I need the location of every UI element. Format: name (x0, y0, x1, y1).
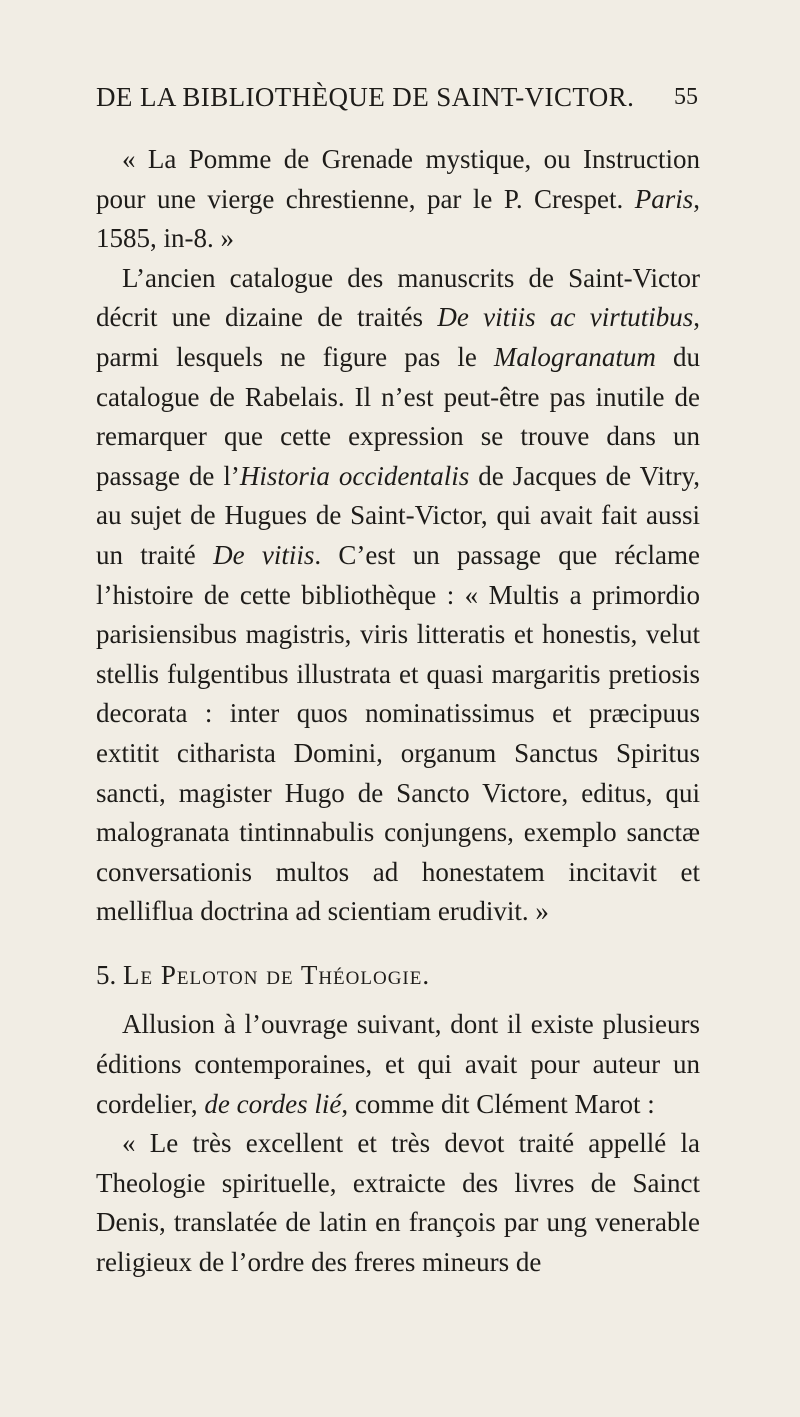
paragraph-catalogue (96, 259, 700, 932)
text-run: . C’est un passage que réclame l’histoire de cette bibliothèque : « Multis a primordio parisiensibus magistris, viris litteratis et honestis, velut stellis fulgentibus illustrata et quasi margaritis pretiosis decorata : inter quos nominatissimus et præcipuus extitit citharista Domini, organum Sanctus Spiritus sancti, magister Hugo de Sancto Victore, editus, qui malogranata tintinnabulis conjungens, exemplo sanctæ conversationis multos ad honestatem incitavit et melliflua doctrina ad scientiam erudivit. » (96, 539, 701, 927)
text-block (96, 140, 700, 1283)
italic-phrase: de cordes lié (204, 1088, 342, 1119)
page-number: 55 (674, 84, 698, 110)
text-run: L’ancien catalogue des manuscrits de Saint-Victor décrit une dizaine de traités (96, 262, 700, 333)
italic-place: Paris (634, 183, 694, 214)
text-run: , parmi lesquels ne figure pas le (96, 302, 701, 372)
text-run: Allusion à l’ouvrage suivant, dont il existe plusieurs éditions contemporaines, et qui avait pour auteur un cordelier, (96, 1009, 700, 1119)
section-number: 5. (96, 959, 117, 990)
text-run: du catalogue de Rabelais. Il n’est peut-être pas inutile de remarquer que cette expression se trouve dans un passage de l’ (96, 341, 700, 491)
italic-title: Historia occidentalis (239, 460, 470, 491)
text-run: , comme dit Clément Marot : (341, 1088, 655, 1119)
paragraph-quote-theologie (96, 1124, 700, 1282)
text-run: , 1585, in-8. » (96, 183, 700, 254)
text-run: de Jacques de Vitry, au sujet de Hugues de Saint-Victor, qui avait fait aussi un traité (96, 460, 700, 570)
italic-title: Malogranatum (493, 341, 656, 372)
italic-title: De vitiis (213, 539, 315, 570)
running-head (96, 82, 698, 122)
text-run: « Le très excellent et très devot traité appellé la Theologie spirituelle, extraicte des livres de Sainct Denis, translatée de latin en françois par ung venerable religieux de l’ordre des freres mineurs de (96, 1128, 700, 1278)
paragraph-quote-pomme (96, 140, 700, 259)
section-heading (96, 956, 700, 996)
paragraph-allusion (96, 1005, 700, 1124)
section-title: Le Peloton de Théologie. (123, 959, 431, 990)
running-title: DE LA BIBLIOTHÈQUE DE SAINT-VICTOR. (96, 82, 635, 112)
text-run: « La Pomme de Grenade mystique, ou Instruction pour une vierge chrestienne, par le P. Crespet. (96, 144, 700, 214)
italic-title: De vitiis ac virtutibus (437, 302, 694, 333)
